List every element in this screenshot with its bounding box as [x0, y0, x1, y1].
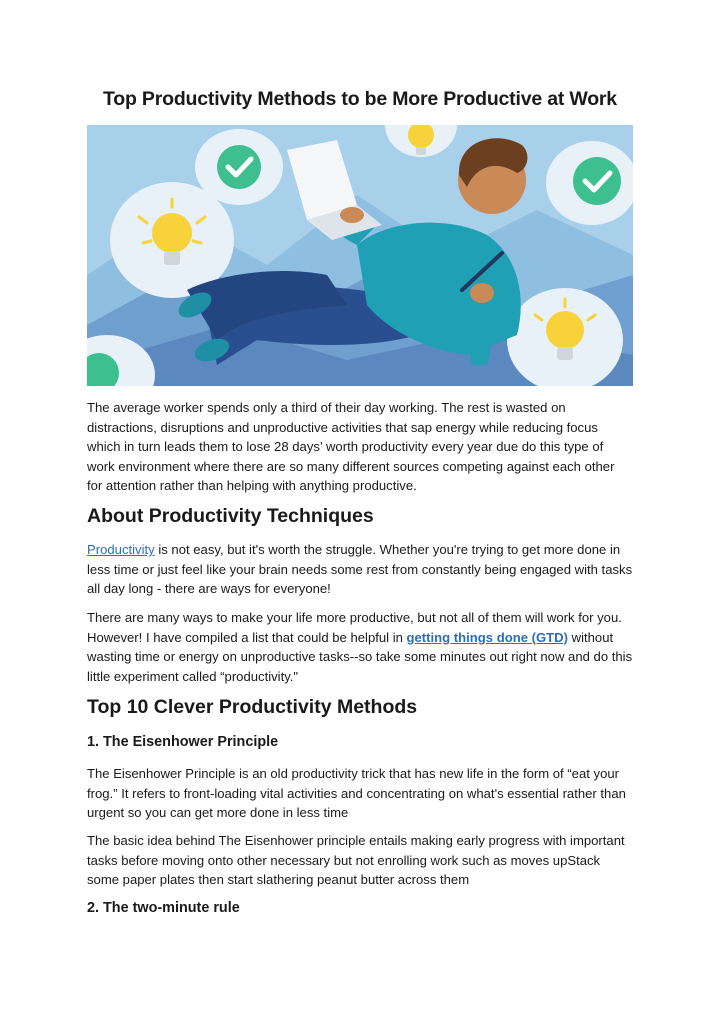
method1-heading: 1. The Eisenhower Principle	[87, 734, 279, 750]
about-paragraph-1-text: is not easy, but it's worth the struggle. Whether you're trying to get more done in less time or just feel like your brain needs some rest from constantly being engaged with tasks all day long - there are ways for everyone!	[87, 542, 633, 597]
about-paragraph-2-after: without wasting time or energy on unproductive tasks--so take some minutes out right now and do this little experiment called “productivity."	[87, 629, 633, 684]
method1-paragraph-1: The Eisenhower Principle is an old productivity trick that has new life in the form of “eat your frog.” It refers to front-loading vital activities and concentrating on what's essential rather than urgent so you can get more done in less time	[87, 766, 626, 821]
hero-illustration	[87, 125, 633, 386]
about-paragraph-2-before: There are many ways to make your life more productive, but not all of them will work for you. However! I have compiled a list that could be helpful in	[87, 610, 622, 645]
page-title: Top Productivity Methods to be More Productive at Work	[103, 88, 617, 110]
method1-paragraph-2: The basic idea behind The Eisenhower principle entails making early progress with important tasks before moving onto other necessary but not enrolling work such as moves upStack some paper plates then start slathering peanut butter across them	[87, 833, 625, 888]
about-heading: About Productivity Techniques	[87, 505, 374, 527]
method2-heading: 2. The two-minute rule	[87, 900, 240, 916]
gtd-link[interactable]: getting things done (GTD)	[406, 629, 568, 645]
productivity-link[interactable]: Productivity	[87, 542, 155, 557]
about-paragraph-2	[87, 608, 633, 686]
top10-heading: Top 10 Clever Productivity Methods	[87, 696, 418, 718]
about-paragraph-1	[87, 540, 633, 599]
intro-paragraph: The average worker spends only a third of their day working. The rest is wasted on distractions, disruptions and unproductive activities that sap energy while reducing focus which in turn leads them to lose 28 days’ worth productivity every year due do this type of work environment where there are so many different sources competing against each other for attention rather than helping with anything productive.	[87, 400, 615, 494]
